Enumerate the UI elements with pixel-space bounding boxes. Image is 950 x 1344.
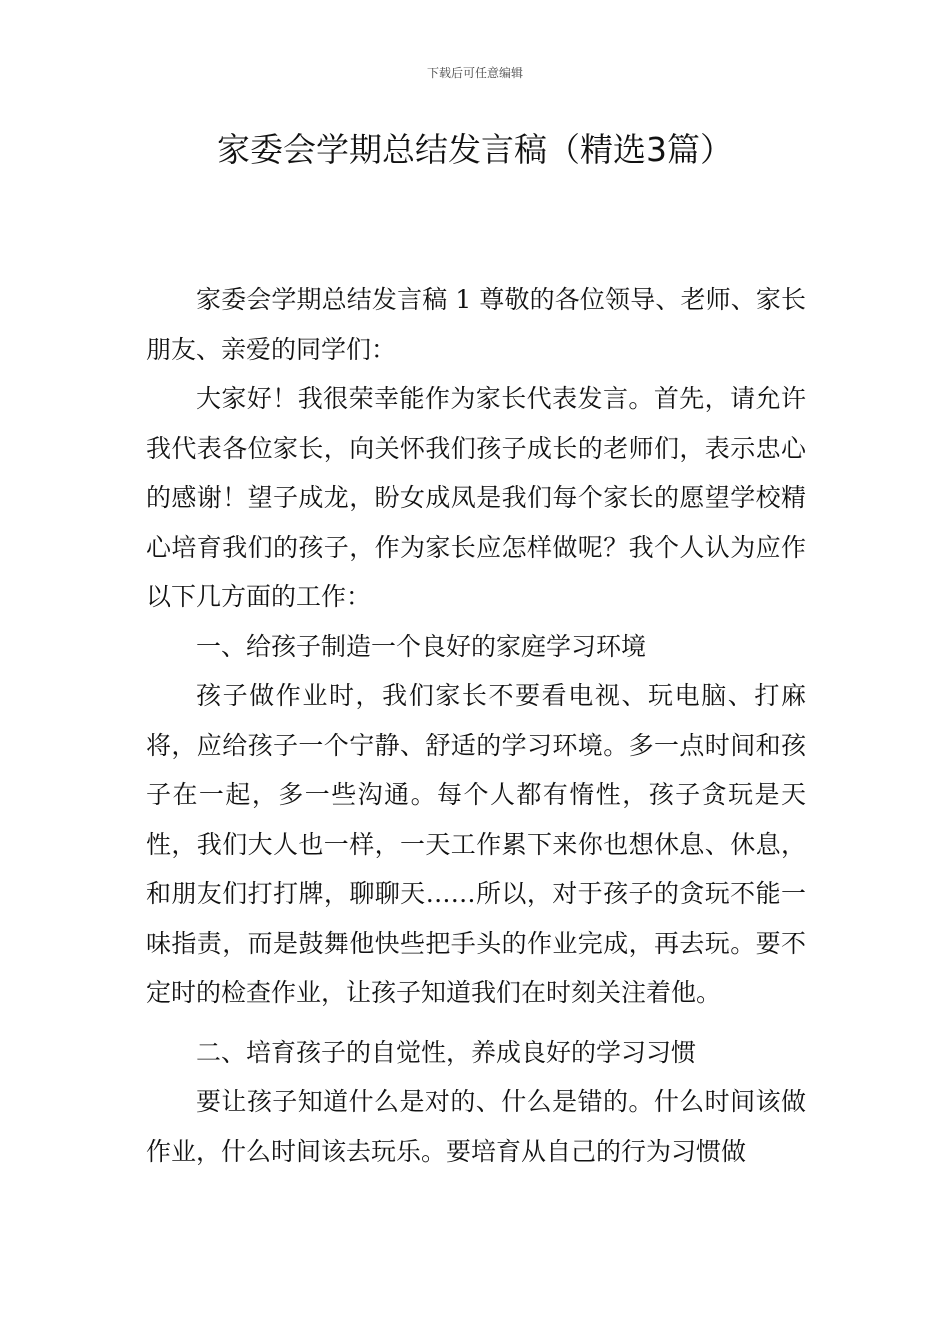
paragraph-greeting: 家委会学期总结发言稿 1 尊敬的各位领导、老师、家长朋友、亲爱的同学们： — [146, 285, 806, 364]
paragraph-section-2: 要让孩子知道什么是对的、什么是错的。什么时间该做作业，什么时间该去玩乐。要培育从自己的行为习惯做 — [146, 1087, 806, 1166]
document-title: 家委会学期总结发言稿（精选3篇） — [217, 130, 733, 169]
section-heading-1: 一、给孩子制造一个良好的家庭学习环境 — [196, 631, 647, 661]
paragraph-section-1: 孩子做作业时，我们家长不要看电视、玩电脑、打麻将，应给孩子一个宁静、舒适的学习环境。多一点时间和孩子在一起，多一些沟通。每个人都有惰性，孩子贪玩是天性，我们大人也一样，一天工作累下来你也想休息、休息，和朋友们打打牌，聊聊天……所以，对于孩子的贪玩不能一味指责，而是鼓舞他快些把手头的作业完成，再去玩。要不定时的检查作业，让孩子知道我们在时刻关注着他。 — [146, 681, 806, 1007]
section-heading-2: 二、培育孩子的自觉性，养成良好的学习习惯 — [196, 1037, 697, 1067]
header-note: 下载后可任意编辑 — [426, 66, 523, 80]
paragraph-intro: 大家好！我很荣幸能作为家长代表发言。首先，请允许我代表各位家长，向关怀我们孩子成长的老师们，表示忠心的感谢！望子成龙，盼女成凤是我们每个家长的愿望学校精心培育我们的孩子，作为家长应怎样做呢？我个人认为应作以下几方面的工作： — [146, 384, 806, 611]
document-body — [146, 275, 806, 1176]
